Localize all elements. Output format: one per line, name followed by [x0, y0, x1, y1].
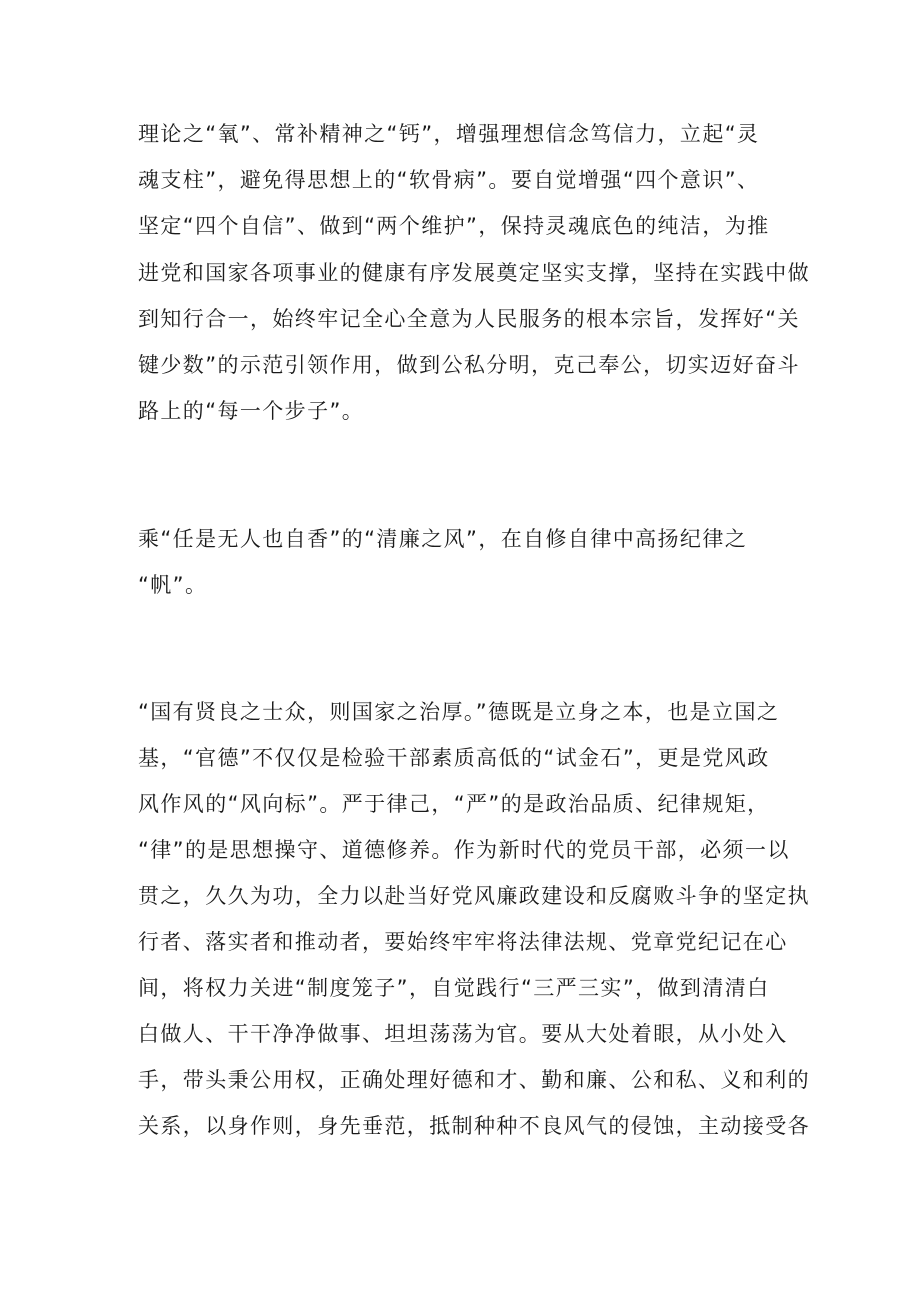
text-line: 白做人、干干净净做事、坦坦荡荡为官。要从大处着眼，从小处入: [138, 1022, 788, 1046]
text-line: 进党和国家各项事业的健康有序发展奠定坚实支撑，坚持在实践中做: [138, 261, 810, 285]
text-line: 基，“官德”不仅仅是检验干部素质高低的“试金石”，更是党风政: [138, 746, 770, 770]
text-line: 键少数”的示范引领作用，做到公私分明，克己奉公，切实迈好奋斗: [138, 353, 800, 377]
text-line: 手，带头秉公用权，正确处理好德和才、勤和廉、公和私、义和利的: [138, 1068, 810, 1092]
text-line: 间，将权力关进“制度笼子”，自觉践行“三严三实”，做到清清白: [138, 976, 770, 1000]
text-line: 乘“任是无人也自香”的“清廉之风”，在自修自律中高扬纪律之: [138, 527, 748, 551]
text-line: 风作风的“风向标”。严于律己，“严”的是政治品质、纪律规矩，: [138, 792, 770, 816]
text-line: 到知行合一，始终牢记全心全意为人民服务的根本宗旨，发挥好“关: [138, 307, 800, 331]
text-line: 贯之，久久为功，全力以赴当好党风廉政建设和反腐败斗争的坚定执: [138, 884, 810, 908]
text-line: “律”的是思想操守、道德修养。作为新时代的党员干部，必须一以: [138, 838, 790, 862]
text-line: 理论之“氧”、常补精神之“钙”，增强理想信念笃信力，立起“灵: [138, 122, 760, 146]
text-line: 魂支柱”，避免得思想上的“软骨病”。要自觉增强“四个意识”、: [138, 168, 760, 192]
text-line: “国有贤良之士众，则国家之治厚。”德既是立身之本，也是立国之: [138, 700, 780, 724]
text-line: 路上的“每一个步子”。: [138, 399, 365, 423]
text-line: 坚定“四个自信”、做到“两个维护”，保持灵魂底色的纯洁，为推: [138, 214, 770, 238]
text-line: 关系，以身作则，身先垂范，抵制种种不良风气的侵蚀，主动接受各: [138, 1114, 810, 1138]
text-line: “帆”。: [138, 573, 208, 597]
text-line: 行者、落实者和推动者，要始终牢牢将法律法规、党章党纪记在心: [138, 930, 788, 954]
